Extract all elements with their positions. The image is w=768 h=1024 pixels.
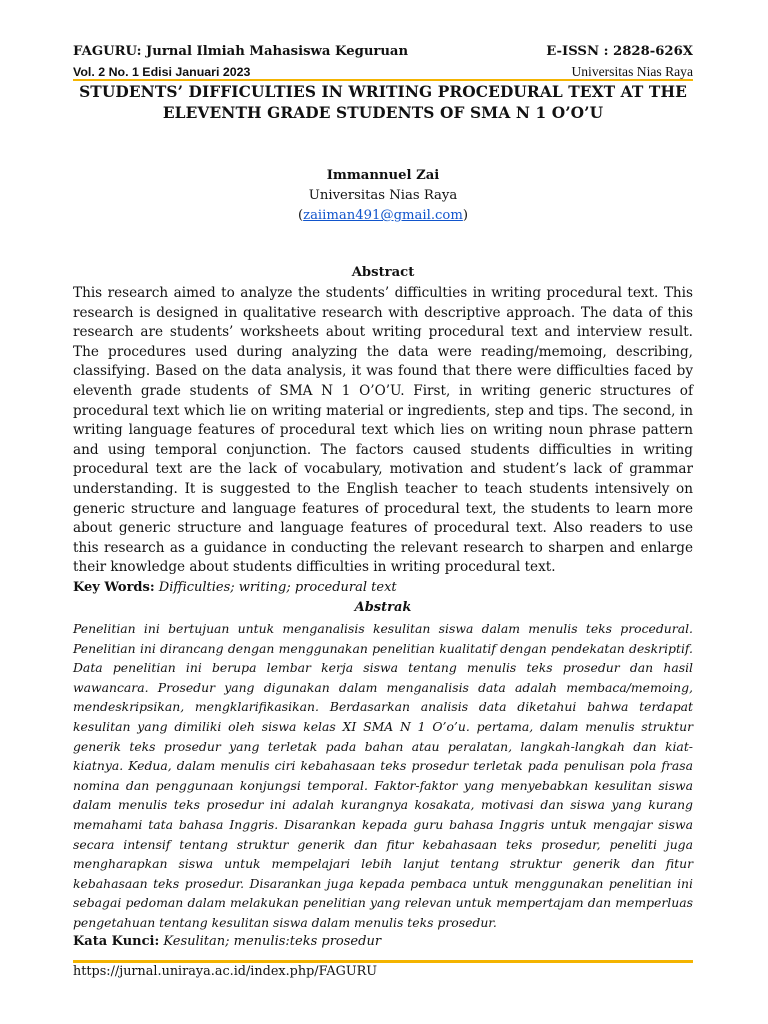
keywords-line bbox=[73, 580, 693, 595]
email-close-paren: ) bbox=[462, 208, 469, 223]
abstract-body: This research aimed to analyze the students’ difficulties in writing procedural text. This research is designed in qualitative research with descriptive approach. The data of this research are students’ worksheets about writing procedural text and interview result. The procedures used during analyzing the data were reading/memoing, describing, classifying. Based on the data analysis, it was found that there were difficulties faced by eleventh grade students of SMA N 1 O’O’U. First, in writing generic structures of procedural text which lie on writing material or ingredients, step and tips. The second, in writing language features of procedural text which lies on writing noun phrase pattern and using temporal conjunction. The factors caused students difficulties in writing procedural text are the lack of vocabulary, motivation and student’s lack of grammar understanding. It is suggested to the English teacher to teach students intensively on generic structure and language features of procedural text, the students to learn more about generic structure and language features of procedural text. Also readers to use this research as a guidance in conducting the relevant research to sharpen and enlarge their knowledge about students difficulties in writing procedural text. bbox=[73, 285, 693, 576]
author-email-line bbox=[73, 206, 693, 226]
author-email-link[interactable]: zaiiman491@gmail.com bbox=[303, 208, 463, 223]
abstract-heading: Abstract bbox=[351, 265, 415, 280]
author-block bbox=[73, 166, 693, 226]
paper-title: STUDENTS’ DIFFICULTIES IN WRITING PROCEDURAL TEXT AT THE ELEVENTH GRADE STUDENTS OF SMA N 1 O’O’U bbox=[79, 83, 687, 122]
kata-kunci-line bbox=[73, 934, 693, 949]
kata-kunci-label: Kata Kunci: bbox=[73, 934, 160, 949]
author-affiliation: Universitas Nias Raya bbox=[308, 188, 458, 203]
keywords-label: Key Words: bbox=[73, 580, 155, 595]
volume-info: Vol. 2 No. 1 Edisi Januari 2023 bbox=[73, 65, 251, 79]
footer-divider bbox=[73, 960, 693, 963]
abstrak-body: Penelitian ini bertujuan untuk menganalisis kesulitan siswa dalam menulis teks procedural. Penelitian ini dirancang dengan menggunakan penelitian kualitatif dengan pendekatan deskriptif. Data penelitian ini berupa lembar kerja siswa tentang menulis teks prosedur dan hasil wawancara. Prosedur yang digunakan dalam menganalisis data adalah membaca/memoing, mendeskripsikan, mengklarifikasikan. Berdasarkan analisis data diketahui bahwa terdapat kesulitan yang dimiliki oleh siswa kelas XI SMA N 1 O’o’u. pertama, dalam menulis struktur generik teks prosedur yang terletak pada bahan atau peralatan, langkah-langkah dan kiat-kiatnya. Kedua, dalam menulis ciri kebahasaan teks prosedur terletak pada penulisan pola frasa nomina dan penggunaan konjungsi temporal. Faktor-faktor yang menyebabkan kesulitan siswa dalam menulis teks prosedur ini adalah kurangnya kosakata, motivasi dan siswa yang kurang memahami tata bahasa Inggris. Disarankan kepada guru bahasa Inggris untuk mengajar siswa secara intensif tentang struktur generik dan fitur kebahasaan teks prosedur, peneliti juga mengharapkan siswa untuk mempelajari lebih lanjut tentang struktur generik dan fitur kebahasaan teks prosedur. Disarankan juga kepada pembaca untuk menggunakan penelitian ini sebagai pedoman dalam melakukan penelitian yang relevan untuk mempertajam dan memperluas pengetahuan tentang kesulitan siswa dalam menulis teks prosedur. bbox=[73, 621, 693, 930]
header-row-bottom bbox=[73, 64, 693, 80]
header-row-top bbox=[73, 44, 693, 59]
institution: Universitas Nias Raya bbox=[571, 64, 693, 79]
header-divider bbox=[73, 79, 693, 81]
footer-url[interactable]: https://jurnal.uniraya.ac.id/index.php/FAGURU bbox=[73, 964, 378, 979]
issn: E-ISSN : 2828-626X bbox=[546, 44, 693, 59]
keywords-value: Difficulties; writing; procedural text bbox=[158, 580, 397, 595]
kata-kunci-value: Kesulitan; menulis:teks prosedur bbox=[163, 934, 382, 949]
email-open-paren: ( bbox=[297, 208, 304, 223]
author-name: Immannuel Zai bbox=[326, 168, 440, 183]
journal-name: FAGURU: Jurnal Ilmiah Mahasiswa Keguruan bbox=[73, 44, 409, 59]
abstrak-heading: Abstrak bbox=[354, 600, 412, 615]
